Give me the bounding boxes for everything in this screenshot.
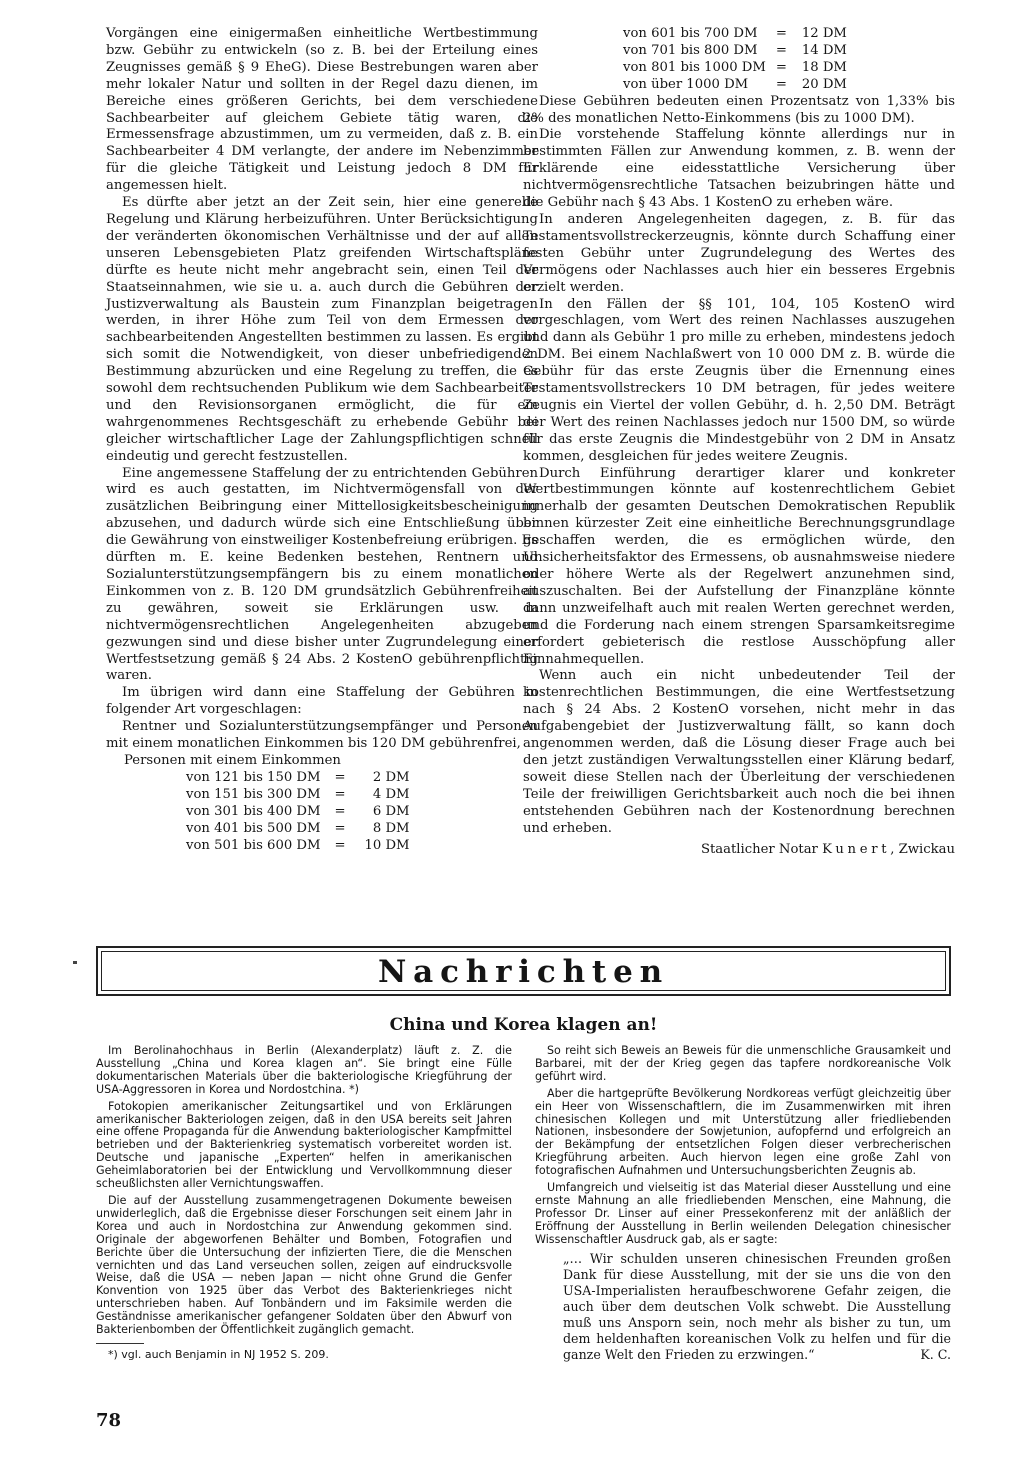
paragraph: Aber die hartgeprüfte Bevölkerung Nordkoreas verfügt gleichzeitig über ein Heer von Wissenschaftlern, die im Zusammenwirken mit ihren chinesischen Kollegen und mit Unterstützung aller friedliebenden Nationen, insbesondere der Sowjetunion, aufopfernd und erfolgreich an der Bekämpfung der entsetzlichen Folgen dieser verbrecherischen Kriegführung arbeiten. Auch hiervon legen eine große Zahl von fotografischen Aufnahmen und Untersuchungsberichten Zeugnis ab. <box>535 1086 951 1178</box>
fee-amount: 12 DM <box>801 26 847 41</box>
paragraph: Die vorstehende Staffelung könnte allerdings nur in bestimmten Fällen zur Anwendung kommen, z. B. wenn der Erklärende eine eidesstattliche Versicherung über nichtvermögensrechtliche Tatsachen beizubringen hätte und die Gebühr nach § 43 Abs. 1 KostenO zu erheben wäre. <box>523 127 955 211</box>
fee-row <box>623 60 847 77</box>
footnote-divider <box>96 1343 144 1344</box>
fee-equals: = <box>775 26 787 41</box>
paragraph: In den Fällen der §§ 101, 104, 105 KostenO wird vorgeschlagen, vom Wert des reinen Nachlasses auszugehen und dann als Gebühr 1 pro mille zu erheben, mindestens jedoch 2 DM. Bei einem Nachlaßwert von 10 000 DM z. B. würde die Gebühr für das erste Zeugnis über die Ernennung eines Testamentsvollstreckers 10 DM betragen, für jedes weitere Zeugnis ein Viertel der vollen Gebühr, d. h. 2,50 DM. Beträgt der Wert des reinen Nachlasses jedoch nur 1500 DM, so würde für das erste Zeugnis die Mindestgebühr von 2 DM in Ansatz kommen, desgleichen für jedes weitere Zeugnis. <box>523 296 955 464</box>
article-headline: China und Korea klagen an! <box>389 1015 658 1035</box>
fee-equals: = <box>775 59 787 75</box>
news-left-column <box>96 1045 512 1361</box>
fee-range: von 401 bis 500 DM <box>186 820 321 836</box>
paragraph: Im Berolinahochhaus in Berlin (Alexanderplatz) läuft z. Z. die Ausstellung „China und Korea klagen an“. Sie bringt eine Fülle dokumentarischen Materials über die bakteriologische Kriegführung der USA-Aggressoren in Korea und Nordostchina. *) <box>96 1044 512 1096</box>
paragraph: Diese Gebühren bedeuten einen Prozentsatz von 1,33% bis 2% des monatlichen Netto-Einkommens (bis zu 1000 DM). <box>523 93 955 126</box>
paragraph: Umfangreich und vielseitig ist das Material dieser Ausstellung und eine ernste Mahnung an alle friedliebenden Menschen, eine Mahnung, die Professor Dr. Linser auf einer Pressekonferenz mit der anläßlich der Eröffnung der Ausstellung in Berlin weilenden Delegation chinesischer Wissenschaftler Ausdruck gab, als er sagte: <box>535 1181 951 1246</box>
signature-title: Staatlicher Notar <box>700 841 818 857</box>
fee-row <box>186 787 410 804</box>
fee-amount: 4 DM <box>372 786 410 802</box>
paragraph: So reiht sich Beweis an Beweis für die unmenschliche Grausamkeit und Barbarei, mit der der Krieg gegen das tapfere nordkoreanische Volk geführt wird. <box>535 1044 951 1083</box>
fee-equals: = <box>334 820 346 836</box>
fee-equals: = <box>775 42 787 58</box>
fee-equals: = <box>334 769 346 785</box>
fee-row <box>186 821 410 838</box>
fee-range: von 301 bis 400 DM <box>186 803 321 819</box>
fee-range: von 121 bis 150 DM <box>186 769 321 785</box>
fee-row <box>186 838 410 855</box>
news-right-column <box>535 1045 951 1363</box>
fee-range: von 701 bis 800 DM <box>623 42 758 58</box>
fee-row <box>186 770 410 787</box>
article-left-column <box>106 26 538 854</box>
fee-equals: = <box>334 786 346 802</box>
fee-equals: = <box>334 837 346 853</box>
fee-table <box>623 26 847 94</box>
signature-place: , Zwickau <box>890 841 955 857</box>
paragraph: Personen mit einem Einkommen <box>124 752 341 768</box>
fee-row <box>623 77 847 94</box>
fee-amount: 2 DM <box>372 769 410 785</box>
paragraph: Die auf der Ausstellung zusammengetragenen Dokumente beweisen unwiderleglich, daß die Ergebnisse dieser Forschungen seit einem Jahr in Korea und auch in Nordostchina zur Anwendung gekommen sind. Originale der abgeworfenen Behälter und Bomben, Fotografien und Berichte über die Untersuchung der infizierten Tiere, die die Menschen vernichten und das Land verseuchen sollen, zeigen auf eindrucksvolle Weise, daß die USA — neben Japan — nicht ohne Grund die Genfer Konvention von 1925 über das Verbot des Bakterienkrieges nicht unterschrieben haben. Auf Tonbändern und im Faksimile werden die Geständnisse amerikanischer gefangener Soldaten über den Abwurf von Bakterienbomben der Öffentlichkeit zugänglich gemacht. <box>96 1193 512 1337</box>
page-number: 78 <box>96 1410 122 1431</box>
fee-row <box>623 43 847 60</box>
fee-range: von 601 bis 700 DM <box>623 26 758 41</box>
fee-table <box>186 770 410 855</box>
fee-equals: = <box>334 803 346 819</box>
fee-range: von 151 bis 300 DM <box>186 786 321 802</box>
paragraph: Im übrigen wird dann eine Staffelung der Gebühren in folgender Art vorgeschlagen: <box>106 685 538 718</box>
author-signature <box>523 842 955 857</box>
paragraph: In anderen Angelegenheiten dagegen, z. B. für das Testamentsvollstreckerzeugnis, könnte durch Schaffung einer festen Gebühr unter Zugrundelegung des Wertes des Vermögens oder Nachlasses auch hier ein besseres Ergebnis erzielt werden. <box>523 211 955 295</box>
paragraph: Eine angemessene Staffelung der zu entrichtenden Gebühren wird es auch gestatten, im Nichtvermögensfall von der zusätzlichen Beibringung einer Mittellosigkeitsbescheinigung abzusehen, und dadurch würde sich eine Entschließung über die Gewährung von einstweiliger Kostenbefreiung erübrigen. Es dürften m. E. keine Bedenken bestehen, Rentnern und Sozialunterstützungsempfängern bis zu einem monatlichen Einkommen von z. B. 120 DM grundsätzlich Gebührenfreiheit zu gewähren, soweit sie Erklärungen usw. in nichtvermögensrechtlichen Angelegenheiten abzugeben gezwungen sind und diese bisher unter Zugrundelegung einer Wertfestsetzung gemäß § 24 Abs. 2 KostenO gebührenpflichtig waren. <box>106 465 538 684</box>
quotation <box>535 1251 951 1363</box>
fee-row <box>186 804 410 821</box>
fee-row <box>623 26 847 43</box>
fee-equals: = <box>775 76 787 92</box>
section-header-box <box>96 946 951 996</box>
fee-amount: 20 DM <box>801 76 847 92</box>
paragraph: Wenn auch ein nicht unbedeutender Teil der kostenrechtlichen Bestimmungen, die eine Wertfestsetzung nach § 24 Abs. 2 KostenO vorsehen, nicht mehr in das Aufgabengebiet der Justizverwaltung fällt, so kann doch angenommen werden, daß die Lösung dieser Frage auch bei den jetzt zuständigen Verwaltungsstellen einer Klärung bedarf, soweit diese Stellen nach der Überleitung der verschiedenen Teile der freiwilligen Gerichtsbarkeit auch noch die bei ihnen entstehenden Gebühren nach der Kostenordnung berechnen und erheben. <box>523 668 955 836</box>
author-initials: K. C. <box>920 1346 951 1362</box>
fee-amount: 14 DM <box>801 42 847 58</box>
fee-range: von 501 bis 600 DM <box>186 837 321 853</box>
paragraph: Rentner und Sozialunterstützungsempfänger und Personen mit einem monatlichen Einkommen bis 120 DM gebührenfrei, <box>106 719 538 752</box>
footnote: *) vgl. auch Benjamin in NJ 1952 S. 209. <box>108 1347 329 1361</box>
margin-mark <box>73 961 77 964</box>
fee-amount: 10 DM <box>364 837 410 853</box>
fee-range: von über 1000 DM <box>623 76 749 92</box>
fee-amount: 6 DM <box>372 803 410 819</box>
paragraph: Fotokopien amerikanischer Zeitungsartikel und von Erklärungen amerikanischer Bakteriologen zeigen, daß in den USA bereits seit Jahren eine offene Propaganda für die Anwendung bakteriologischer Kampfmittel betrieben und der Bakterienkrieg systematisch vorbereitet worden ist. Deutsche und japanische „Experten“ helfen in amerikanischen Geheimlaboratorien bei der Entwicklung und Vervollkommnung dieser scheußlichsten aller Vernichtungswaffen. <box>96 1099 512 1191</box>
paragraph: Es dürfte aber jetzt an der Zeit sein, hier eine generelle Regelung und Klärung herbeizuführen. Unter Berücksichtigung der veränderten ökonomischen Verhältnisse und der auf allen unseren Lebensgebieten Platz greifenden Wirtschaftspläne dürfte es heute nicht mehr angebracht sein, einen Teil der Staatseinnahmen, wie sie u. a. auch durch die Gebühren der Justizverwaltung als Baustein zum Finanzplan beigetragen werden, in ihrer Höhe zum Teil von dem Ermessen der sachbearbeitenden Angestellten bestimmen zu lassen. Es ergibt sich somit die Notwendigkeit, von dieser unbefriedigenden Bestimmung abzurücken und eine Regelung zu treffen, die es sowohl dem rechtsuchenden Publikum wie dem Sachbearbeiter und den Revisionsorganen ermöglicht, die für ein wahrgenommenes Rechtsgeschäft zu erhebende Gebühr bei gleicher wirtschaftlicher Lage der Zahlungspflichtigen schnell eindeutig und gerecht festzustellen. <box>106 195 538 464</box>
quotation-text: „… Wir schulden unseren chinesischen Freunden großen Dank für diese Ausstellung, mit der sie uns die von den USA-Imperialisten heraufbeschworene Gefahr zeigen, die auch über dem deutschen Volk schwebt. Die Ausstellung muß uns Ansporn sein, noch mehr als bisher zu tun, um dem heldenhaften koreanischen Volk zu helfen und für die ganze Welt den Frieden zu erzwingen.“ <box>563 1250 951 1362</box>
fee-amount: 8 DM <box>372 820 410 836</box>
article-right-column <box>523 26 955 857</box>
fee-range: von 801 bis 1000 DM <box>623 59 766 75</box>
paragraph: Durch Einführung derartiger klarer und konkreter Wertbestimmungen könnte auf kostenrechtlichem Gebiet innerhalb der gesamten Deutschen Demokratischen Republik binnen kürzester Zeit eine einheitliche Berechnungsgrundlage geschaffen werden, die es ermöglichen würde, den Unsicherheitsfaktor des Ermessens, ob ausnahmsweise niedere oder höhere Werte als der Regelwert anzunehmen sind, auszuschalten. Bei der Aufstellung der Finanzpläne könnte dann unzweifelhaft auch mit realen Werten gerechnet werden, und die Forderung nach einem strengen Sparsamkeitsregime erfordert gebieterisch die restlose Ausschöpfung aller Einnahmequellen. <box>523 465 955 667</box>
paragraph: Vorgängen eine einigermaßen einheitliche Wertbestimmung bzw. Gebühr zu entwickeln (so z. B. bei der Erteilung eines Zeugnisses gemäß § 9 EheG). Diese Bestrebungen waren aber mehr lokaler Natur und sollten in der Regel dazu dienen, im Bereiche eines größeren Gerichts, bei dem verschiedene Sachbearbeiter auf gleichem Gebiete tätig waren, die Ermessensfrage abzustimmen, um zu vermeiden, daß z. B. ein Sachbearbeiter 4 DM verlangte, der andere im Nebenzimmer für die gleiche Tätigkeit und Leistung jedoch 8 DM für angemessen hielt. <box>106 26 538 194</box>
fee-amount: 18 DM <box>801 59 847 75</box>
section-heading: Nachrichten <box>378 954 669 990</box>
signature-name: Kunert <box>822 841 891 857</box>
